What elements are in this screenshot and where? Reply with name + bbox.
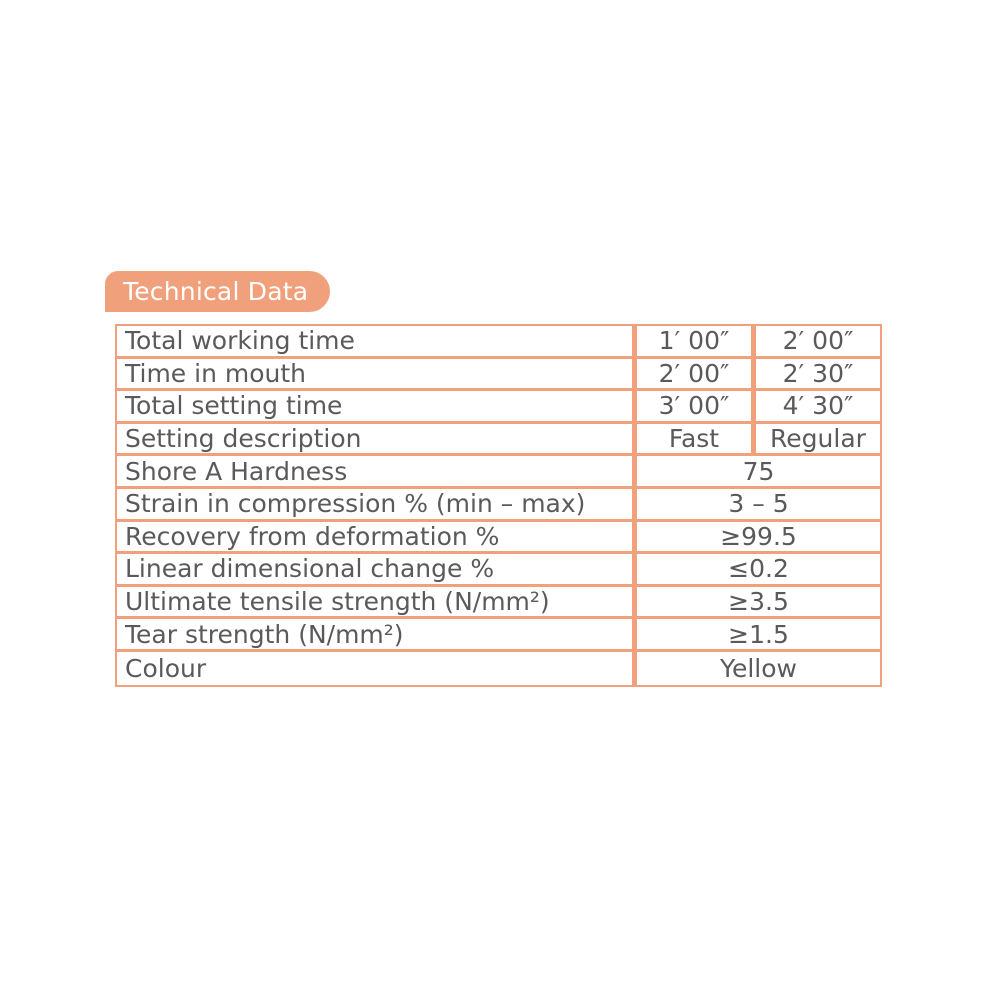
row-value: ≥99.5 [637,522,880,555]
row-value: 75 [637,456,880,489]
technical-data-table [115,324,882,687]
row-value: ≥3.5 [637,587,880,620]
row-label: Setting description [117,424,637,457]
row-label: Linear dimensional change % [117,554,637,587]
value-regular: 2′ 30″ [756,359,880,392]
row-label: Shore A Hardness [117,456,637,489]
value-fast: 1′ 00″ [637,326,756,359]
section-title: Technical Data [105,271,330,312]
row-label: Ultimate tensile strength (N/mm²) [117,587,637,620]
row-label: Total working time [117,326,637,359]
value-regular: 2′ 00″ [756,326,880,359]
value-regular: 4′ 30″ [756,391,880,424]
value-fast: 2′ 00″ [637,359,756,392]
row-value: ≥1.5 [637,619,880,652]
row-label: Time in mouth [117,359,637,392]
table-row [117,554,880,587]
table-row [117,587,880,620]
row-value: Yellow [720,653,797,683]
row-label: Colour [117,652,637,685]
value-fast: 3′ 00″ [637,391,756,424]
table-row [117,522,880,555]
table-row [117,326,880,359]
value-regular: Regular [756,424,880,457]
row-label: Strain in compression % (min – max) [117,489,637,522]
table-row [117,359,880,392]
row-label: Recovery from deformation % [117,522,637,555]
table-row [117,391,880,424]
value-fast: Fast [637,424,756,457]
table-row [117,424,880,457]
row-label: Total setting time [117,391,637,424]
row-value: 3 – 5 [637,489,880,522]
table-row [117,619,880,652]
row-value: ≤0.2 [637,554,880,587]
table-row [117,489,880,522]
table-row [117,652,880,685]
table-row [117,456,880,489]
row-label: Tear strength (N/mm²) [117,619,637,652]
